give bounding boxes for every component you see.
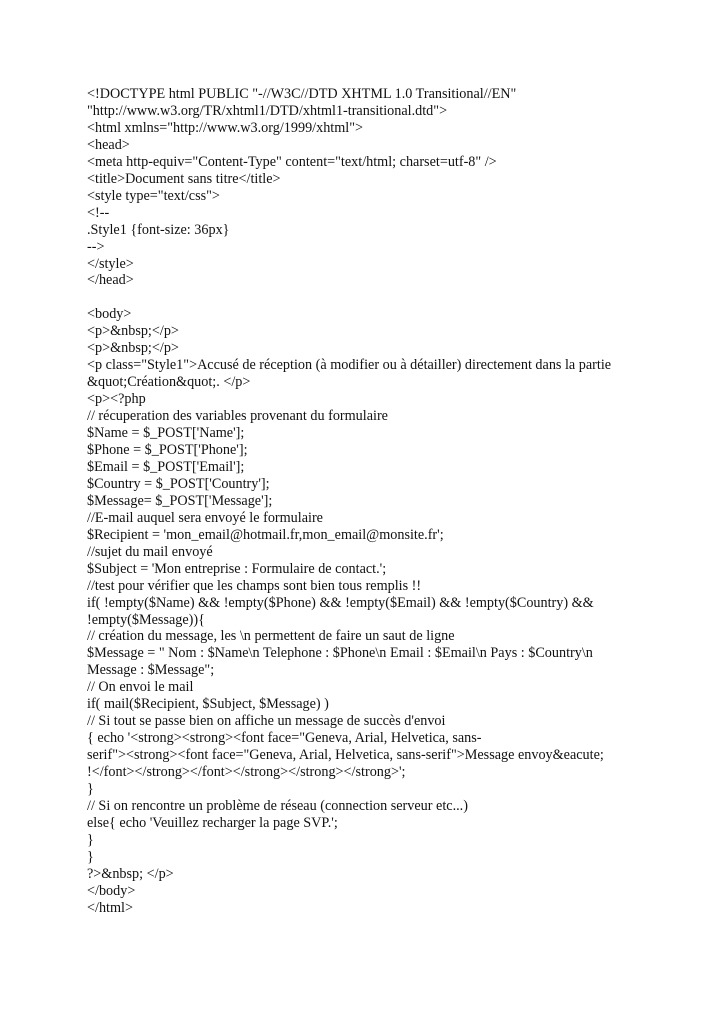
code-line: !</font></strong></font></strong></strong></strong>';	[87, 764, 406, 781]
code-line: <!--	[87, 204, 110, 221]
code-line: $Recipient = 'mon_email@hotmail.fr,mon_email@monsite.fr';	[87, 526, 444, 543]
code-line: $Message= $_POST['Message'];	[87, 492, 273, 509]
code-line: // Si on rencontre un problème de réseau (connection serveur etc...)	[87, 798, 468, 815]
code-line: </head>	[87, 272, 134, 289]
code-line: // Si tout se passe bien on affiche un message de succès d'envoi	[87, 713, 446, 730]
code-line: $Subject = 'Mon entreprise : Formulaire de contact.';	[87, 560, 387, 577]
code-line: $Name = $_POST['Name'];	[87, 425, 245, 442]
code-line: else{ echo 'Veuillez recharger la page SVP.';	[87, 814, 338, 831]
code-line: if( !empty($Name) && !empty($Phone) && !empty($Email) && !empty($Country) &&	[87, 594, 594, 611]
code-line: $Email = $_POST['Email'];	[87, 458, 245, 475]
code-line: }	[87, 781, 94, 798]
code-line: }	[87, 848, 94, 865]
code-line: <head>	[87, 136, 130, 153]
blank-line	[87, 289, 647, 306]
source-code-text	[87, 86, 647, 917]
code-line: -->	[87, 238, 105, 255]
code-line: <p>&nbsp;</p>	[87, 340, 179, 357]
code-line: <p class="Style1">Accusé de réception (à modifier ou à détailler) directement dans la partie	[87, 357, 612, 374]
code-line: <body>	[87, 306, 132, 323]
code-line: if( mail($Recipient, $Subject, $Message) )	[87, 696, 329, 713]
code-line: <style type="text/css">	[87, 187, 220, 204]
code-line: //sujet du mail envoyé	[87, 543, 213, 560]
code-line: </body>	[87, 882, 136, 899]
code-line: // On envoi le mail	[87, 679, 194, 696]
code-line: .Style1 {font-size: 36px}	[87, 221, 230, 238]
code-line: <title>Document sans titre</title>	[87, 170, 281, 187]
code-line: // création du message, les \n permettent de faire un saut de ligne	[87, 628, 455, 645]
code-line: </html>	[87, 899, 133, 916]
code-line: { echo '<strong><strong><font face="Geneva, Arial, Helvetica, sans-	[87, 730, 482, 747]
code-line: }	[87, 831, 94, 848]
code-line: $Message = " Nom : $Name\n Telephone : $Phone\n Email : $Email\n Pays : $Country\n	[87, 645, 593, 662]
code-line: // récuperation des variables provenant du formulaire	[87, 408, 388, 425]
code-line: Message : $Message";	[87, 662, 215, 679]
code-line: //test pour vérifier que les champs sont bien tous remplis !!	[87, 577, 422, 594]
code-line: <meta http-equiv="Content-Type" content="text/html; charset=utf-8" />	[87, 153, 497, 170]
code-line: $Phone = $_POST['Phone'];	[87, 442, 248, 458]
code-line: <html xmlns="http://www.w3.org/1999/xhtml">	[87, 119, 363, 136]
code-line: !empty($Message)){	[87, 611, 205, 628]
code-line: <!DOCTYPE html PUBLIC "-//W3C//DTD XHTML 1.0 Transitional//EN"	[87, 86, 517, 102]
code-line: $Country = $_POST['Country'];	[87, 475, 270, 492]
code-line: <p><?php	[87, 391, 146, 408]
code-line: &quot;Création&quot;. </p>	[87, 374, 251, 391]
code-line: //E-mail auquel sera envoyé le formulaire	[87, 509, 323, 526]
code-line: "http://www.w3.org/TR/xhtml1/DTD/xhtml1-transitional.dtd">	[87, 102, 448, 119]
code-line: <p>&nbsp;</p>	[87, 323, 179, 340]
code-line: </style>	[87, 255, 134, 272]
code-line: serif"><strong><font face="Geneva, Arial, Helvetica, sans-serif">Message envoy&eacute;	[87, 747, 604, 764]
code-line: ?>&nbsp; </p>	[87, 865, 174, 882]
